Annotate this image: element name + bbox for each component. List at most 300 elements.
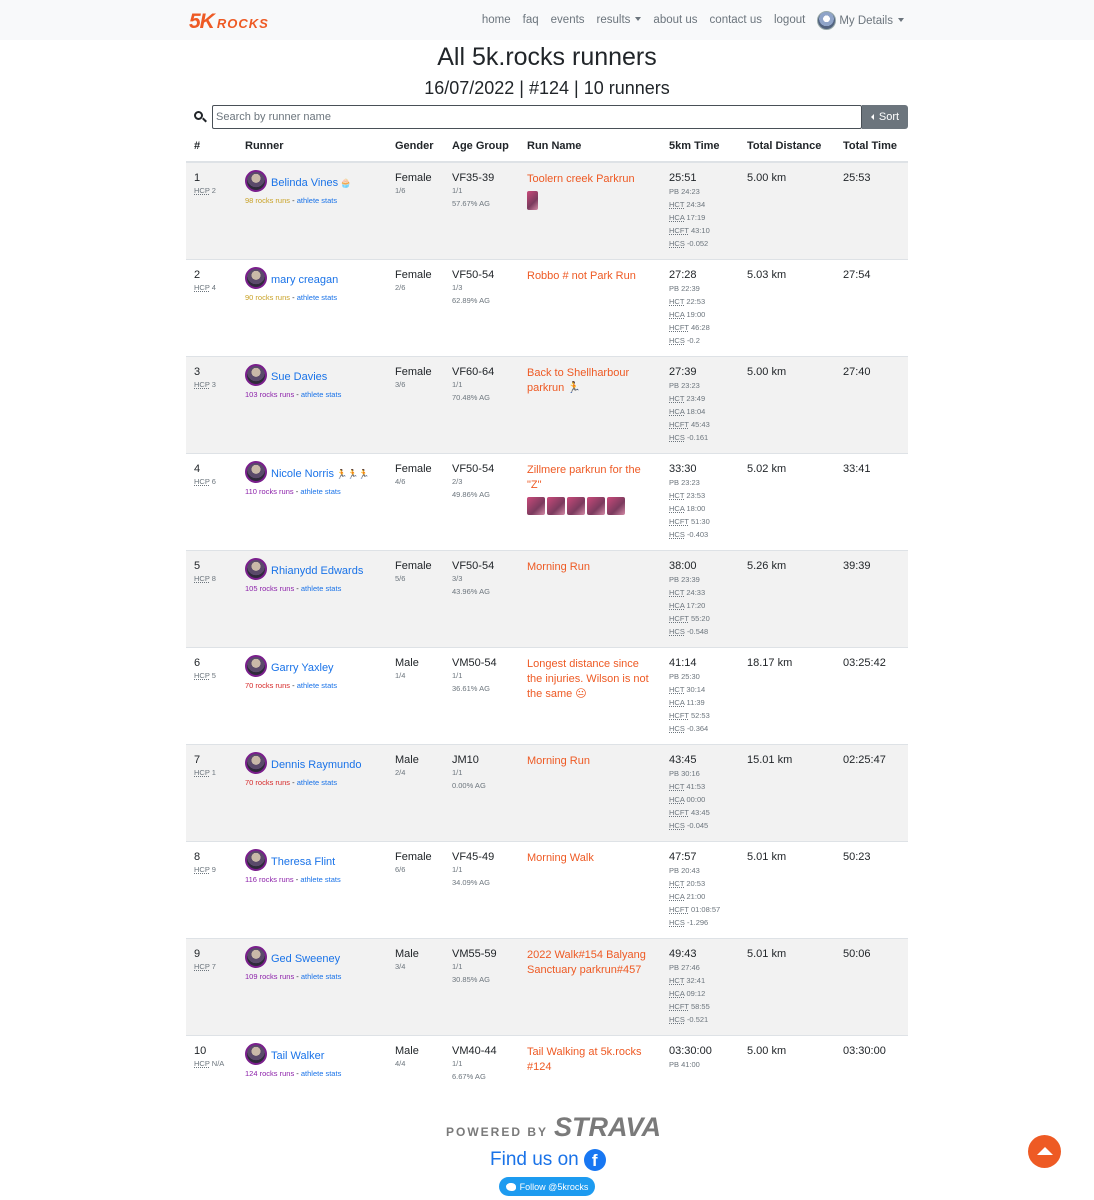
hca-value: 17:20 xyxy=(686,600,706,610)
col-header-gender[interactable]: Gender xyxy=(387,131,444,162)
hcft-line xyxy=(669,1000,731,1013)
gender-rank: 6/6 xyxy=(395,864,406,874)
run-name-link[interactable]: Morning Run xyxy=(527,754,590,767)
runner-name-link[interactable]: Dennis Raymundo xyxy=(271,758,362,771)
runner-avatar[interactable] xyxy=(245,946,267,968)
run-name-link[interactable]: Robbo # not Park Run xyxy=(527,269,636,282)
runner-avatar[interactable] xyxy=(245,1043,267,1065)
time-cell xyxy=(661,453,739,550)
runs-separator: - xyxy=(294,971,301,981)
hct-value: 30:14 xyxy=(686,684,706,694)
gender: Female xyxy=(395,172,432,184)
hcs-value: -0.364 xyxy=(686,723,709,733)
hcft-value: 51:30 xyxy=(690,516,710,526)
runs-separator: - xyxy=(290,680,297,690)
run-name-link[interactable]: 2022 Walk#154 Balyang Sanctuary parkrun#457 xyxy=(527,948,646,976)
pb-time: PB 20:43 xyxy=(669,865,700,875)
total-time-cell xyxy=(835,1035,908,1132)
table-row xyxy=(186,938,908,1035)
age-group-cell xyxy=(444,841,519,938)
total-time-cell xyxy=(835,356,908,453)
time-cell xyxy=(661,647,739,744)
athlete-stats-link[interactable]: athlete stats xyxy=(296,292,338,302)
hct-label: HCT xyxy=(669,781,685,791)
hca-line xyxy=(669,793,731,806)
hca-value: 09:12 xyxy=(686,988,706,998)
powered-by-label: POWERED BY xyxy=(446,1125,549,1139)
sort-button[interactable] xyxy=(862,105,908,129)
scroll-to-top-button[interactable] xyxy=(1028,1135,1061,1168)
col-header-5km-time[interactable]: 5km Time xyxy=(661,131,739,162)
hcft-line xyxy=(669,321,731,334)
hcs-line xyxy=(669,819,731,832)
hcp xyxy=(194,669,229,682)
runs-separator: - xyxy=(293,486,301,496)
gender-cell xyxy=(387,259,444,356)
gender: Female xyxy=(395,850,432,863)
twitter-follow-label: Follow @5krocks xyxy=(519,1181,589,1192)
time-cell xyxy=(661,550,739,647)
user-menu-label: My Details xyxy=(839,14,893,27)
gender: Female xyxy=(395,268,432,281)
navbar xyxy=(0,0,1094,40)
total-time: 33:41 xyxy=(843,462,871,475)
pb-time: PB 41:00 xyxy=(669,1059,700,1069)
position: 4 xyxy=(194,462,201,475)
runner-avatar[interactable] xyxy=(245,364,267,386)
hcs-line xyxy=(669,237,731,250)
table-row xyxy=(186,453,908,550)
nav-home[interactable]: home xyxy=(481,14,511,26)
hct-value: 23:49 xyxy=(686,393,706,403)
hcp xyxy=(194,766,229,779)
runs-separator: - xyxy=(290,292,297,302)
athlete-stats-link[interactable]: athlete stats xyxy=(296,196,338,205)
runner-name-link[interactable]: Tail Walker xyxy=(271,1049,325,1062)
hcs-line xyxy=(669,916,731,929)
run-name-link[interactable]: Morning Walk xyxy=(527,851,594,864)
hcs-line xyxy=(669,625,731,638)
col-header-total-distance[interactable]: Total Distance xyxy=(739,131,835,162)
time-cell xyxy=(661,938,739,1035)
run-photo-thumbnail[interactable] xyxy=(547,497,565,515)
hcp xyxy=(194,281,229,294)
age-rank: 1/1 xyxy=(452,379,463,389)
hcp-value: 1 xyxy=(211,767,216,777)
table-row xyxy=(186,550,908,647)
hcp xyxy=(194,378,229,391)
chevron-down-icon xyxy=(898,18,904,22)
5km-time: 27:39 xyxy=(669,365,697,378)
gender-cell xyxy=(387,356,444,453)
hcp-value: 9 xyxy=(211,864,216,874)
time-cell xyxy=(661,841,739,938)
distance-cell xyxy=(739,550,835,647)
runner-emoji: 🧁 xyxy=(340,178,352,188)
runner-cell xyxy=(237,647,387,744)
distance-cell xyxy=(739,259,835,356)
athlete-stats-link[interactable]: athlete stats xyxy=(296,777,338,787)
5km-time: 25:51 xyxy=(669,172,697,184)
runs-line xyxy=(245,1069,379,1078)
time-cell xyxy=(661,744,739,841)
sort-label: Sort xyxy=(878,111,900,123)
hca-line xyxy=(669,211,731,224)
rocks-runs-count: 98 rocks runs xyxy=(245,196,291,205)
hcp-label: HCP xyxy=(194,282,210,292)
hct-value: 41:53 xyxy=(686,781,706,791)
pb-time: PB 30:16 xyxy=(669,768,700,778)
hca-label: HCA xyxy=(669,309,685,319)
twitter-follow-button[interactable] xyxy=(499,1177,595,1196)
hcp-value: 3 xyxy=(211,379,216,389)
gender-rank: 2/6 xyxy=(395,282,406,292)
gender-cell xyxy=(387,453,444,550)
hct-label: HCT xyxy=(669,587,685,597)
runner-avatar[interactable] xyxy=(245,849,267,871)
runs-separator: - xyxy=(294,583,301,593)
pb-time: PB 25:30 xyxy=(669,671,700,681)
hcft-line xyxy=(669,709,731,722)
col-header-position[interactable]: # xyxy=(186,131,237,162)
age-group: VF50-54 xyxy=(452,559,495,572)
facebook-link[interactable] xyxy=(490,1149,606,1171)
hcp-label: HCP xyxy=(194,379,210,389)
run-name-cell xyxy=(519,453,661,550)
hcs-label: HCS xyxy=(669,1014,685,1024)
col-header-run-name[interactable]: Run Name xyxy=(519,131,661,162)
age-group: VM50-54 xyxy=(452,656,497,669)
age-rank: 1/1 xyxy=(452,767,463,777)
run-name-link[interactable]: Toolern creek Parkrun xyxy=(527,173,635,185)
hct-line xyxy=(669,198,731,211)
nav-results-dropdown[interactable] xyxy=(597,14,642,26)
rocks-runs-count: 103 rocks runs xyxy=(245,389,295,399)
age-group-cell xyxy=(444,744,519,841)
hcft-value: 55:20 xyxy=(690,613,710,623)
age-group-cell xyxy=(444,647,519,744)
runner-avatar[interactable] xyxy=(245,558,267,580)
total-time: 25:53 xyxy=(843,172,871,184)
runner-avatar[interactable] xyxy=(245,461,267,483)
athlete-stats-link[interactable]: athlete stats xyxy=(300,389,342,399)
hca-label: HCA xyxy=(669,213,685,222)
runner-name-link[interactable]: Theresa Flint xyxy=(271,855,336,868)
run-name-cell xyxy=(519,938,661,1035)
run-photo-thumbnail[interactable] xyxy=(607,497,625,515)
arrow-up-icon xyxy=(1037,1147,1053,1155)
gender-rank: 1/4 xyxy=(395,670,406,680)
age-group: JM10 xyxy=(452,753,479,766)
age-rank: 1/3 xyxy=(452,282,463,292)
distance-cell xyxy=(739,744,835,841)
run-name-cell xyxy=(519,356,661,453)
hct-line xyxy=(669,877,731,890)
hcp-label: HCP xyxy=(194,864,210,874)
runs-line xyxy=(245,293,379,302)
age-grade: 0.00% AG xyxy=(452,780,486,790)
hca-line xyxy=(669,696,731,709)
hcp-label: HCP xyxy=(194,573,210,583)
total-distance: 5.00 km xyxy=(747,172,787,184)
nav-events[interactable]: events xyxy=(550,14,585,26)
run-name-link[interactable]: Back to Shellharbour parkrun 🏃 xyxy=(527,366,630,394)
position: 1 xyxy=(194,172,201,184)
gender-rank: 3/6 xyxy=(395,379,406,389)
hct-line xyxy=(669,780,731,793)
distance-cell xyxy=(739,162,835,259)
total-time-cell xyxy=(835,550,908,647)
run-name-link[interactable]: Morning Run xyxy=(527,560,590,573)
age-rank: 1/1 xyxy=(452,1058,463,1068)
total-distance: 15.01 km xyxy=(747,753,793,766)
athlete-stats-link[interactable]: athlete stats xyxy=(296,680,338,690)
age-group-cell xyxy=(444,453,519,550)
powered-by-strava[interactable] xyxy=(446,1112,661,1143)
total-distance: 5.03 km xyxy=(747,268,787,281)
hcs-label: HCS xyxy=(669,917,685,927)
rocks-runs-count: 124 rocks runs xyxy=(245,1068,295,1078)
hcft-label: HCFT xyxy=(669,226,689,235)
pb-time: PB 23:39 xyxy=(669,574,700,584)
age-group: VF60-64 xyxy=(452,365,495,378)
position-cell xyxy=(186,453,237,550)
runner-avatar[interactable] xyxy=(245,752,267,774)
hcft-value: 45:43 xyxy=(690,419,710,429)
total-time: 03:25:42 xyxy=(843,656,886,669)
run-name-link[interactable]: Zillmere parkrun for the "Z" xyxy=(527,463,641,491)
total-time-cell xyxy=(835,162,908,259)
position-cell xyxy=(186,744,237,841)
hcs-label: HCS xyxy=(669,820,685,830)
logo-5k: 5K xyxy=(189,10,214,33)
run-name-link[interactable]: Tail Walking at 5k.rocks #124 xyxy=(527,1045,642,1073)
strava-logo: STRAVA xyxy=(554,1112,662,1142)
total-time: 50:06 xyxy=(843,947,871,960)
col-header-age-group[interactable]: Age Group xyxy=(444,131,519,162)
hca-line xyxy=(669,405,731,418)
runs-separator: - xyxy=(294,1068,301,1078)
hca-label: HCA xyxy=(669,891,685,901)
hcft-value: 46:28 xyxy=(690,322,710,332)
age-group: VF45-49 xyxy=(452,850,495,863)
pb-time: PB 24:23 xyxy=(669,187,700,196)
hcs-value: -0.045 xyxy=(686,820,709,830)
hct-value: 24:34 xyxy=(686,200,706,209)
runs-line xyxy=(245,972,379,981)
hct-line xyxy=(669,392,731,405)
age-grade: 36.61% AG xyxy=(452,683,490,693)
position: 8 xyxy=(194,850,201,863)
distance-cell xyxy=(739,938,835,1035)
age-group-cell xyxy=(444,162,519,259)
nav-faq[interactable]: faq xyxy=(522,14,539,26)
hct-label: HCT xyxy=(669,200,685,209)
total-time-cell xyxy=(835,259,908,356)
age-rank: 1/1 xyxy=(452,670,463,680)
runs-line xyxy=(245,196,379,205)
hcs-line xyxy=(669,431,731,444)
hcp-label: HCP xyxy=(194,1058,210,1068)
runner-avatar[interactable] xyxy=(245,655,267,677)
pb-time: PB 27:46 xyxy=(669,962,700,972)
hca-value: 18:04 xyxy=(686,406,706,416)
hca-line xyxy=(669,308,731,321)
hca-label: HCA xyxy=(669,794,685,804)
gender-rank: 5/6 xyxy=(395,573,406,583)
runner-name-link[interactable]: Rhianydd Edwards xyxy=(271,564,364,577)
nav-about-us[interactable]: about us xyxy=(653,14,698,26)
hcft-value: 58:55 xyxy=(690,1001,710,1011)
nav-logout[interactable]: logout xyxy=(773,14,806,26)
runner-avatar[interactable] xyxy=(245,267,267,289)
5km-time: 43:45 xyxy=(669,753,697,766)
athlete-stats-link[interactable]: athlete stats xyxy=(300,583,342,593)
run-name-cell xyxy=(519,162,661,259)
table-row xyxy=(186,744,908,841)
table-row xyxy=(186,356,908,453)
hca-label: HCA xyxy=(669,503,685,513)
hct-value: 24:33 xyxy=(686,587,706,597)
hca-value: 19:00 xyxy=(686,309,706,319)
nav-contact-us[interactable]: contact us xyxy=(709,14,762,26)
runners-table xyxy=(186,131,908,1132)
age-rank: 3/3 xyxy=(452,573,463,583)
hcft-label: HCFT xyxy=(669,1001,689,1011)
athlete-stats-link[interactable]: athlete stats xyxy=(300,971,342,981)
runner-name-link[interactable]: mary creagan xyxy=(271,273,339,286)
hct-label: HCT xyxy=(669,393,685,403)
hcs-label: HCS xyxy=(669,723,685,733)
user-avatar xyxy=(817,11,836,30)
hcs-label: HCS xyxy=(669,626,685,636)
run-photo-thumbnail[interactable] xyxy=(527,497,545,515)
col-header-runner[interactable]: Runner xyxy=(237,131,387,162)
athlete-stats-link[interactable]: athlete stats xyxy=(300,486,341,496)
position-cell xyxy=(186,647,237,744)
total-distance: 5.01 km xyxy=(747,850,787,863)
runs-separator: - xyxy=(290,777,297,787)
gender-cell xyxy=(387,162,444,259)
position-cell xyxy=(186,938,237,1035)
hcft-label: HCFT xyxy=(669,613,689,623)
hcp-value: 5 xyxy=(211,670,216,680)
hcp-value: 7 xyxy=(211,961,216,971)
age-grade: 62.89% AG xyxy=(452,295,490,305)
nav-results-label: results xyxy=(596,14,631,26)
hcs-value: -0.161 xyxy=(686,432,709,442)
hca-value: 00:00 xyxy=(686,794,706,804)
gender-rank: 2/4 xyxy=(395,767,406,777)
total-distance: 5.01 km xyxy=(747,947,787,960)
col-header-total-time[interactable]: Total Time xyxy=(835,131,908,162)
age-group-cell xyxy=(444,550,519,647)
gender: Female xyxy=(395,365,432,378)
5km-time: 49:43 xyxy=(669,947,697,960)
hcft-line xyxy=(669,903,731,916)
runner-name-link[interactable]: Garry Yaxley xyxy=(271,661,334,674)
hcs-label: HCS xyxy=(669,239,685,248)
hca-value: 21:00 xyxy=(686,891,706,901)
age-group: VF50-54 xyxy=(452,268,495,281)
hcp-label: HCP xyxy=(194,476,210,486)
caret-left-icon xyxy=(871,114,874,120)
age-grade: 70.48% AG xyxy=(452,392,490,402)
age-grade: 43.96% AG xyxy=(452,586,490,596)
runner-cell xyxy=(237,550,387,647)
runs-line xyxy=(245,778,379,787)
total-distance: 18.17 km xyxy=(747,656,793,669)
runner-avatar[interactable] xyxy=(245,170,267,192)
run-photo-thumbnail[interactable] xyxy=(527,191,538,210)
hcs-line xyxy=(669,1013,731,1026)
hcp xyxy=(194,1057,229,1070)
rocks-runs-count: 70 rocks runs xyxy=(245,777,291,787)
athlete-stats-link[interactable]: athlete stats xyxy=(300,874,341,884)
age-group-cell xyxy=(444,356,519,453)
total-distance: 5.00 km xyxy=(747,365,787,378)
gender-rank: 3/4 xyxy=(395,961,406,971)
gender: Male xyxy=(395,656,419,669)
rocks-runs-count: 109 rocks runs xyxy=(245,971,295,981)
hcft-value: 43:45 xyxy=(690,807,710,817)
5km-time: 03:30:00 xyxy=(669,1044,712,1057)
table-row xyxy=(186,259,908,356)
runner-name-link[interactable]: Belinda Vines xyxy=(271,177,339,189)
hcft-line xyxy=(669,515,731,528)
user-menu-dropdown[interactable] xyxy=(817,11,904,30)
hca-value: 18:00 xyxy=(686,503,706,513)
run-name-cell xyxy=(519,550,661,647)
runner-cell xyxy=(237,744,387,841)
runner-name-link[interactable]: Sue Davies xyxy=(271,370,328,383)
hcs-line xyxy=(669,334,731,347)
athlete-stats-link[interactable]: athlete stats xyxy=(300,1068,342,1078)
5km-time: 41:14 xyxy=(669,656,697,669)
site-logo[interactable] xyxy=(189,10,269,34)
page-title: All 5k.rocks runners xyxy=(437,43,657,71)
runner-cell xyxy=(237,356,387,453)
age-grade: 34.09% AG xyxy=(452,877,490,887)
hcp xyxy=(194,184,229,197)
runs-separator: - xyxy=(290,196,297,205)
position: 10 xyxy=(194,1044,207,1057)
run-photo-thumbnail[interactable] xyxy=(567,497,585,515)
runner-name-link[interactable]: Ged Sweeney xyxy=(271,952,341,965)
run-name-link[interactable]: Longest distance since the injuries. Wilson is not the same 😐 xyxy=(527,657,649,700)
hcp-label: HCP xyxy=(194,670,210,680)
total-time: 39:39 xyxy=(843,559,871,572)
runner-cell xyxy=(237,162,387,259)
hct-value: 32:41 xyxy=(686,975,706,985)
5km-time: 38:00 xyxy=(669,559,697,572)
runner-name-link[interactable]: Nicole Norris xyxy=(271,467,334,480)
page-subtitle: 16/07/2022 | #124 | 10 runners xyxy=(424,78,670,98)
runs-line xyxy=(245,681,379,690)
distance-cell xyxy=(739,841,835,938)
rocks-runs-count: 116 rocks runs xyxy=(245,874,294,884)
run-name-cell xyxy=(519,841,661,938)
gender-cell xyxy=(387,938,444,1035)
runs-line xyxy=(245,390,379,399)
search-input[interactable] xyxy=(212,105,862,129)
run-photo-thumbnail[interactable] xyxy=(587,497,605,515)
distance-cell xyxy=(739,356,835,453)
time-cell xyxy=(661,162,739,259)
pb-time: PB 23:23 xyxy=(669,477,700,487)
rocks-runs-count: 90 rocks runs xyxy=(245,292,291,302)
runner-rows xyxy=(186,162,908,1132)
